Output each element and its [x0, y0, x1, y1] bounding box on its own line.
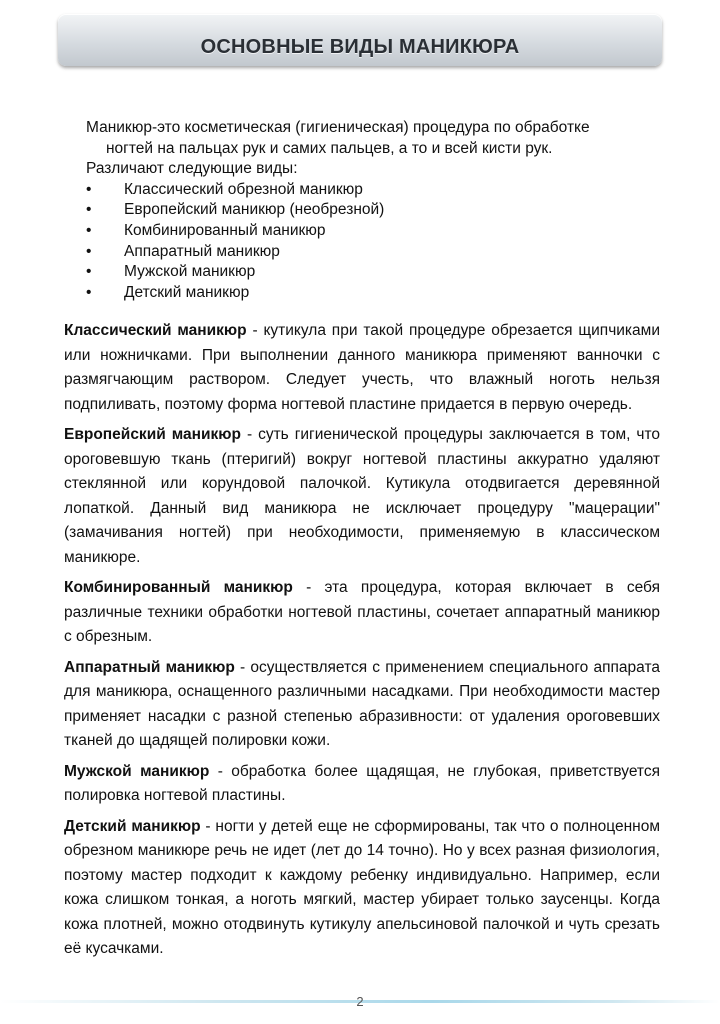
section-term: Европейский маникюр	[64, 426, 241, 443]
bullet-icon: •	[86, 221, 92, 239]
types-list	[86, 180, 666, 304]
section-text: - ногти у детей еще не сформированы, так что о полноценном обрезном маникюре речь не идет (лет до 14 точно). Но у всех разная физиология, поэтому мастер подходит к каждому ребенку индивидуально. Например, если кожа слишком тонкая, а ноготь мягкий, мастер убирает только заусенцы. Когда кожа плотней, можно отодвинуть кутикулу апельсиновой палочкой и чуть срезать её кусачками.	[64, 817, 660, 957]
types-intro: Различают следующие виды:	[86, 160, 298, 178]
section-hardware	[64, 656, 660, 754]
bullet-icon: •	[86, 263, 92, 281]
section-european	[64, 423, 660, 570]
section-kids	[64, 815, 660, 962]
section-term: Детский маникюр	[64, 817, 201, 835]
list-item: • Аппаратный маникюр	[86, 242, 666, 263]
page-title: ОСНОВНЫЕ ВИДЫ МАНИКЮРА	[200, 36, 520, 58]
list-item: • Мужской маникюр	[86, 262, 666, 283]
descriptions	[64, 319, 660, 968]
page-number: 2	[356, 994, 364, 1009]
section-text: - обработка более щадящая, не глубокая, приветствуется полировка ногтевой пластины.	[64, 762, 660, 804]
bullet-icon: •	[86, 242, 92, 260]
list-item: • Комбинированный маникюр	[86, 221, 666, 242]
section-classic	[64, 319, 660, 417]
section-combined	[64, 576, 660, 650]
intro-block	[86, 118, 666, 303]
section-term: Классический маникюр	[64, 322, 247, 339]
section-term: Аппаратный маникюр	[64, 658, 235, 676]
bullet-icon: •	[86, 201, 92, 219]
list-item: • Классический обрезной маникюр	[86, 180, 666, 201]
section-term: Мужской маникюр	[64, 762, 210, 780]
section-term: Комбинированный маникюр	[64, 579, 293, 596]
bullet-icon: •	[86, 180, 92, 198]
section-text: - кутикула при такой процедуре обрезается щипчиками или ножничками. При выполнении данного маникюра применяют ванночки с размягчающим раствором. Следует учесть, что влажный ноготь нельзя подпиливать, поэтому форма ногтевой пластине придается в первую очередь.	[64, 322, 660, 413]
section-mens	[64, 760, 660, 809]
definition-line-2: ногтей на пальцах рук и самих пальцев, а то и всей кисти рук.	[106, 139, 553, 157]
section-text: - эта процедура, которая включает в себя различные техники обработки ногтевой пластины, сочетает аппаратный маникюр с обрезным.	[64, 579, 660, 645]
definition-line-1: Маникюр-это косметическая (гигиеническая) процедура по обработке	[86, 119, 590, 136]
list-item: • Детский маникюр	[86, 283, 666, 304]
section-text: - осуществляется с применением специального аппарата для маникюра, оснащенного различными насадками. При необходимости мастер применяет насадки с разной степенью абразивности: от удаления ороговевших тканей до щадящей полировки кожи.	[64, 658, 660, 749]
section-text: - суть гигиенической процедуры заключается в том, что ороговевшую ткань (птеригий) вокруг ногтевой пластины аккуратно удаляют стеклянной или корундовой палочкой. Кутикула отодвигается деревянной лопаткой. Данный вид маникюра не исключает процедуру "мацерации" (замачивания ногтей) при необходимости, применяемую в классическом маникюре.	[64, 426, 661, 566]
list-item: • Европейский маникюр (необрезной)	[86, 200, 666, 221]
bullet-icon: •	[86, 283, 92, 301]
